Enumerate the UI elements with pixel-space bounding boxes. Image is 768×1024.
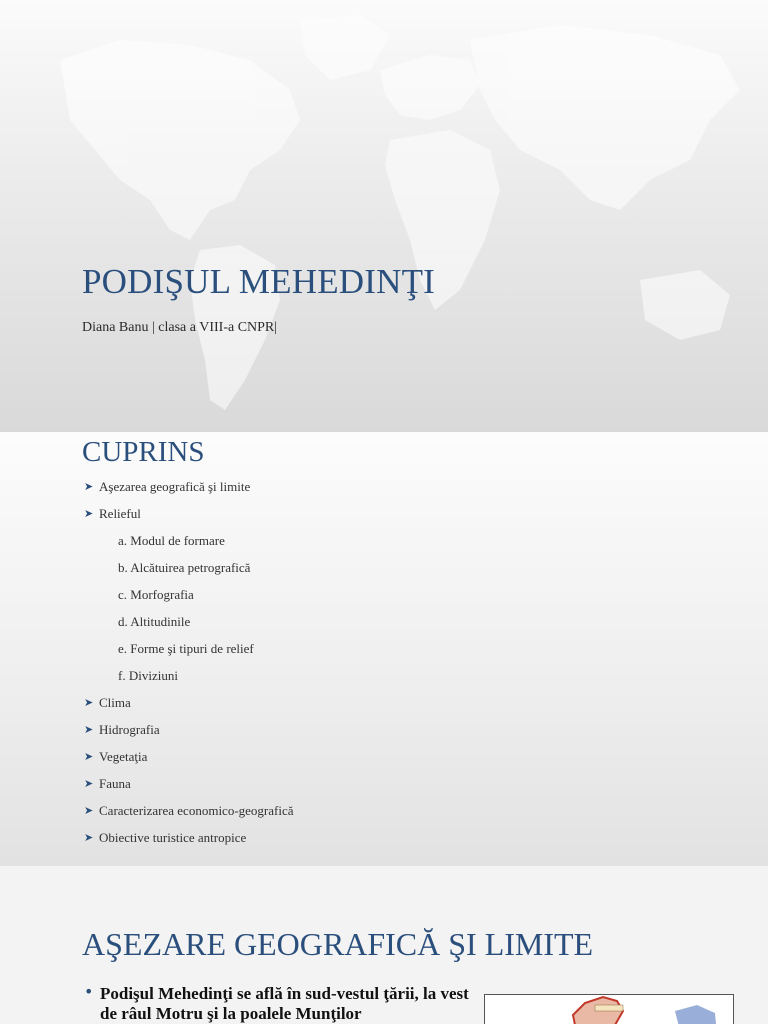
toc-item: Obiective turistice antropice bbox=[99, 830, 247, 845]
toc-item: Vegetaţia bbox=[99, 749, 148, 764]
toc-subitem: d. Altitudinile bbox=[118, 614, 191, 629]
chevron-right-icon: ➤ bbox=[84, 480, 94, 493]
location-text: Podişul Mehedinţi se află în sud-vestul ţării, la vest de râul Motru şi la poalele Munţilor bbox=[100, 984, 469, 1023]
chevron-right-icon: ➤ bbox=[84, 804, 94, 817]
chevron-right-icon: ➤ bbox=[84, 831, 94, 844]
toc-subitem: f. Diviziuni bbox=[118, 668, 178, 683]
contents-title: CUPRINS bbox=[82, 436, 205, 468]
toc-subitem: b. Alcătuirea petrografică bbox=[118, 560, 251, 575]
location-slide bbox=[0, 866, 768, 1024]
toc-item: Hidrografia bbox=[99, 722, 160, 737]
presentation-title: PODIŞUL MEHEDINŢI bbox=[82, 262, 436, 301]
chevron-right-icon: ➤ bbox=[84, 696, 94, 709]
toc-item: Caracterizarea economico-geografică bbox=[99, 803, 294, 818]
toc-subitem: e. Forme şi tipuri de relief bbox=[118, 641, 254, 656]
chevron-right-icon: ➤ bbox=[84, 750, 94, 763]
toc-subitem: c. Morfografia bbox=[118, 587, 194, 602]
toc-item: Relieful bbox=[99, 506, 141, 521]
chevron-right-icon: ➤ bbox=[84, 507, 94, 520]
chevron-right-icon: ➤ bbox=[84, 777, 94, 790]
world-map-background bbox=[0, 0, 768, 432]
toc-item: Clima bbox=[99, 695, 131, 710]
toc-item: Aşezarea geografică şi limite bbox=[99, 479, 251, 494]
bullet-icon: • bbox=[84, 982, 94, 1001]
location-title: AŞEZARE GEOGRAFICĂ ŞI LIMITE bbox=[82, 926, 594, 962]
contents-slide bbox=[0, 432, 768, 866]
toc-item: Fauna bbox=[99, 776, 131, 791]
chevron-right-icon: ➤ bbox=[84, 723, 94, 736]
toc-subitem: a. Modul de formare bbox=[118, 533, 225, 548]
title-slide bbox=[0, 0, 768, 432]
presentation-subtitle: Diana Banu | clasa a VIII-a CNPR| bbox=[82, 320, 278, 335]
map-illustration bbox=[485, 995, 733, 1024]
romania-map-image bbox=[484, 994, 734, 1024]
